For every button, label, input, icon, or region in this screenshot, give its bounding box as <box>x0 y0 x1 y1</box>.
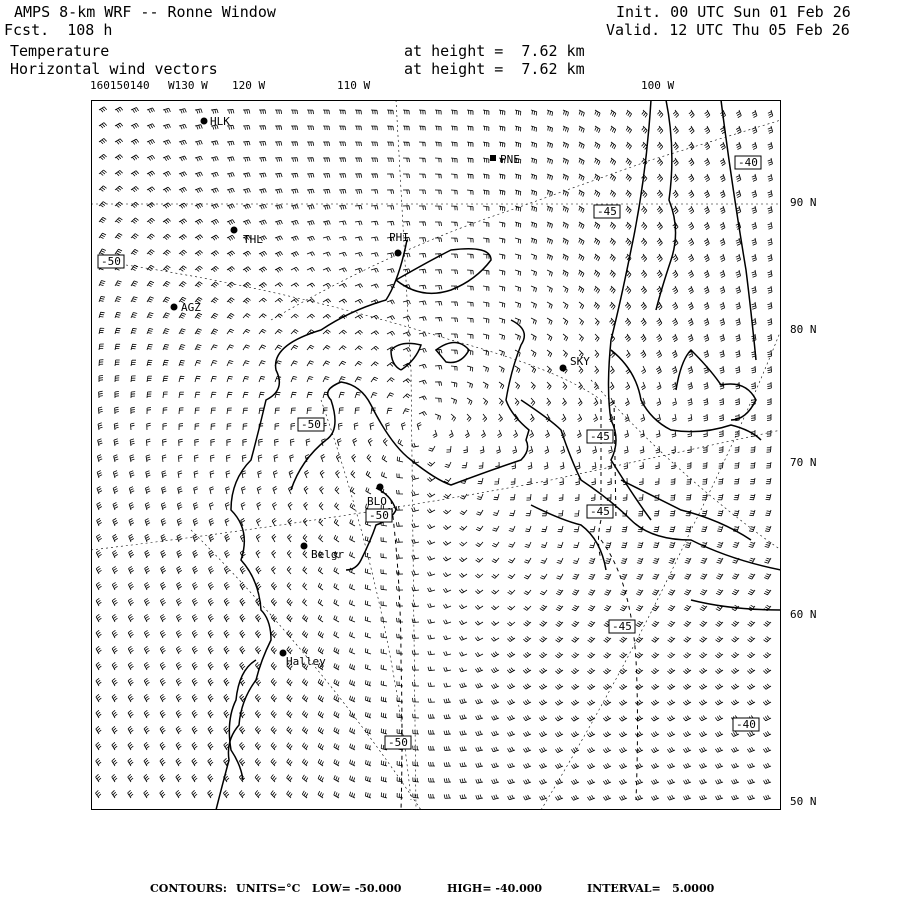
svg-text:-45: -45 <box>597 205 617 218</box>
contour-label-50-a <box>98 255 124 268</box>
lon-label-120w: 120 W <box>232 79 266 92</box>
svg-text:-45: -45 <box>612 620 632 633</box>
svg-text:SKY: SKY <box>570 355 590 368</box>
svg-text:Halley: Halley <box>286 655 326 668</box>
svg-text:-50: -50 <box>388 736 408 749</box>
lon-label-110w: 110 W <box>337 79 371 92</box>
lat-label-70n: 70 N <box>790 456 817 469</box>
contour-label-50-c <box>366 509 392 522</box>
station-pne <box>490 153 520 166</box>
contour-label-40-b <box>733 718 759 731</box>
map-plot <box>91 100 781 810</box>
height-label-2: at height = 7.62 km <box>404 60 585 78</box>
contour-label-45-d <box>609 620 635 633</box>
svg-text:-40: -40 <box>738 156 758 169</box>
footer-interval: INTERVAL= 5.0000 <box>587 882 715 895</box>
station-thl <box>231 227 264 247</box>
station-blo <box>367 484 387 509</box>
wind-barbs <box>96 107 773 801</box>
station-belgr <box>301 543 345 562</box>
svg-text:-40: -40 <box>736 718 756 731</box>
footer-low: LOW= -50.000 <box>312 882 402 895</box>
svg-text:PHI: PHI <box>389 231 409 244</box>
lon-label-160-150-140: 160150140 <box>90 79 150 92</box>
lat-label-60n: 60 N <box>790 608 817 621</box>
map-title: AMPS 8-km WRF -- Ronne Window <box>14 3 276 21</box>
valid-time: Valid. 12 UTC Thu 05 Feb 26 <box>606 21 850 39</box>
contour-label-50-d <box>385 736 411 749</box>
contour-label-50-b <box>298 418 324 431</box>
graticule <box>91 100 781 810</box>
svg-text:THL: THL <box>243 233 263 246</box>
init-time: Init. 00 UTC Sun 01 Feb 26 <box>616 3 851 21</box>
lat-label-50n: 50 N <box>790 795 817 808</box>
svg-text:AGZ: AGZ <box>181 301 201 314</box>
station-sky <box>560 355 591 372</box>
svg-text:PNE: PNE <box>500 153 520 166</box>
contour-label-45-c <box>587 505 613 518</box>
lon-label-100w: 100 W <box>641 79 675 92</box>
svg-text:Belgr: Belgr <box>311 548 345 561</box>
footer-units: UNITS=°C <box>236 882 301 895</box>
station-agz <box>171 301 202 314</box>
svg-text:BLO: BLO <box>367 495 387 508</box>
station-group <box>171 115 591 668</box>
lat-label-80n: 80 N <box>790 323 817 336</box>
forecast-hour: Fcst. 108 h <box>4 21 113 39</box>
svg-text:-45: -45 <box>590 430 610 443</box>
svg-text:-50: -50 <box>369 509 389 522</box>
field-temperature: Temperature <box>10 42 110 60</box>
height-label-1: at height = 7.62 km <box>404 42 585 60</box>
station-hlk <box>201 115 231 128</box>
plot-frame <box>92 101 781 810</box>
lon-label-130w: W130 W <box>168 79 208 92</box>
wind-vector-field <box>96 107 773 801</box>
contour-label-40-a <box>735 156 761 169</box>
contour-label-45-b <box>587 430 613 443</box>
footer-contours: CONTOURS: <box>150 882 227 895</box>
field-wind: Horizontal wind vectors <box>10 60 218 78</box>
svg-text:-50: -50 <box>301 418 321 431</box>
svg-text:-45: -45 <box>590 505 610 518</box>
footer-high: HIGH= -40.000 <box>447 882 543 895</box>
coastline <box>216 100 781 810</box>
svg-text:HLK: HLK <box>210 115 230 128</box>
lat-label-90n: 90 N <box>790 196 817 209</box>
contour-label-45-a <box>594 205 620 218</box>
contour-value: -50 <box>101 255 121 268</box>
